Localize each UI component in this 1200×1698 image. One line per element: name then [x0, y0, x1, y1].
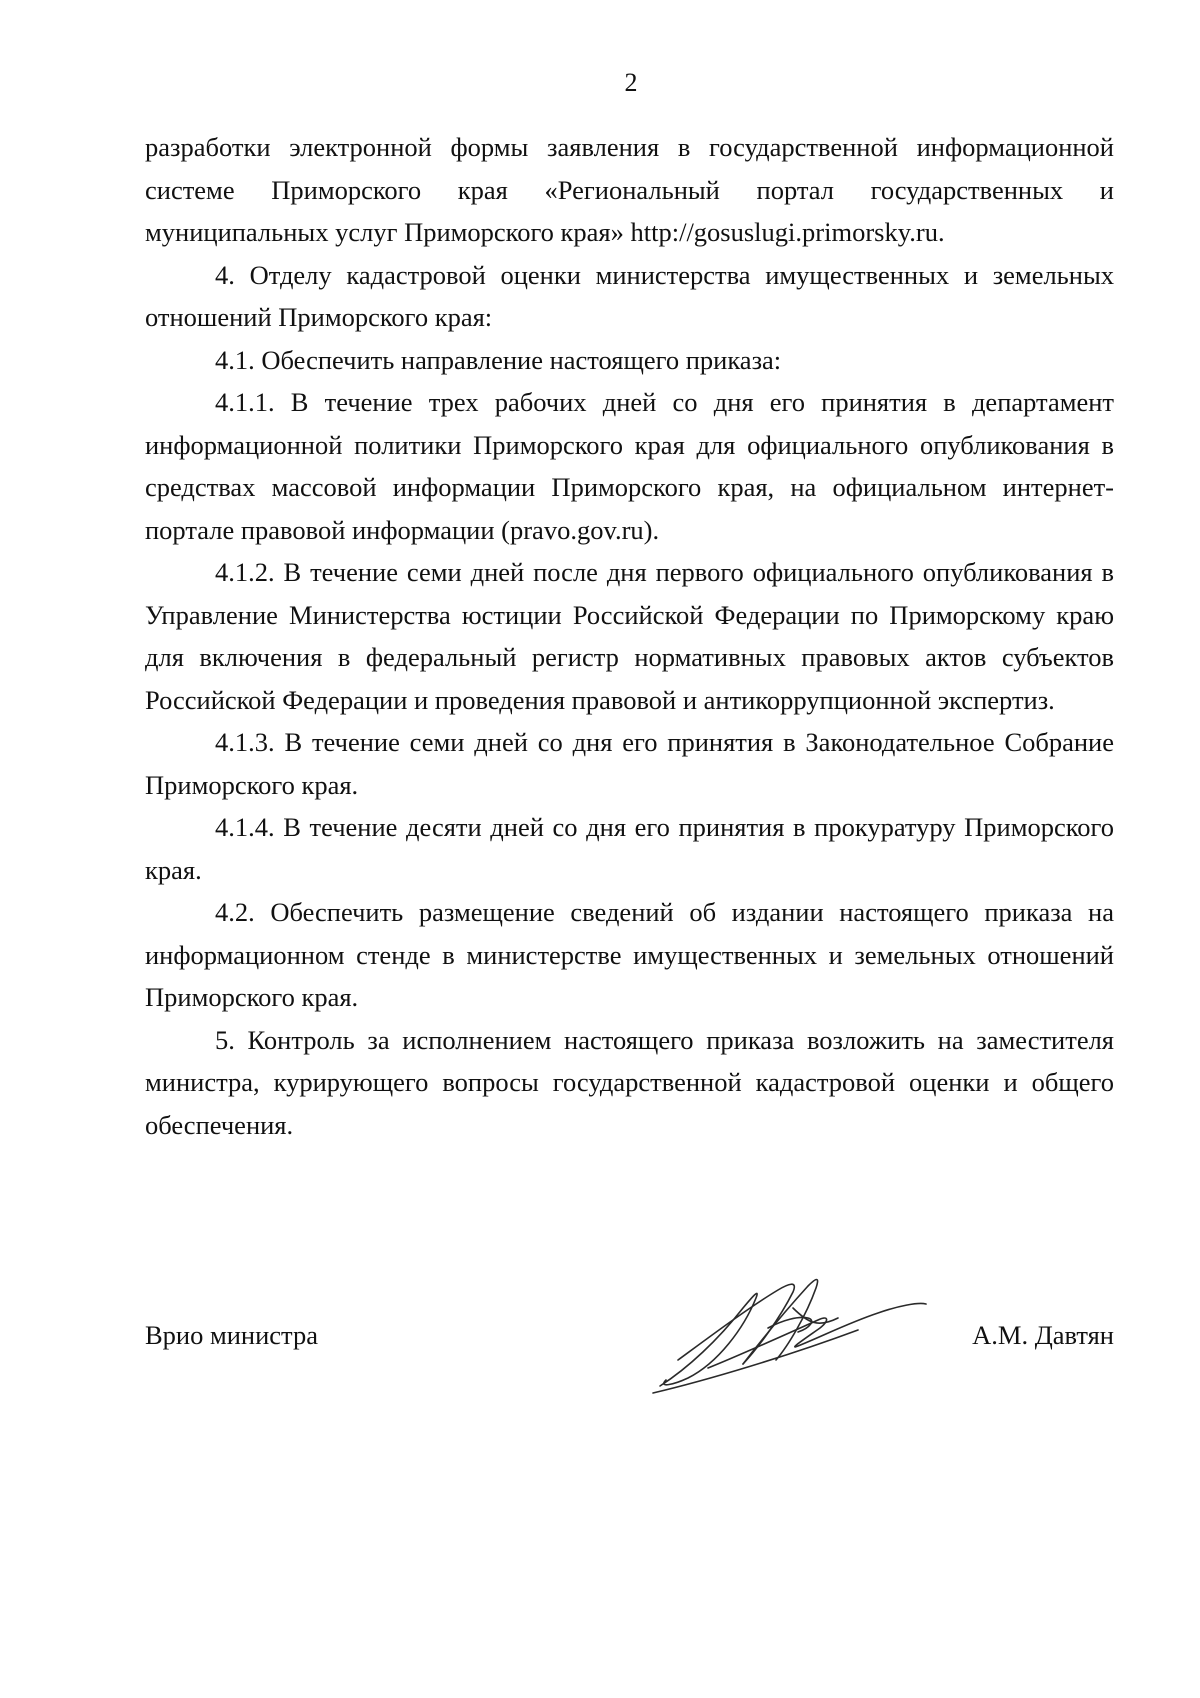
paragraph-item-4-1: 4.1. Обеспечить направление настоящего приказа: [215, 344, 782, 375]
page-number: 2 [624, 68, 638, 97]
signatory-role: Врио министра [145, 1320, 318, 1350]
paragraph-item-4-1-4: 4.1.4. В течение десяти дней со дня его принятия в прокуратуру Приморского края. [145, 812, 1114, 885]
paragraph-item-4-2: 4.2. Обеспечить размещение сведений об издании настоящего приказа на информационном стенде в министерстве имущественных и земельных отношений Приморского края. [145, 897, 1114, 1012]
paragraph-continuation: разработки электронной формы заявления в государственной информационной системе Приморского края «Региональный портал государственных и муниципальных услуг Приморского края» http://gosuslugi.primorsky.ru. [145, 132, 1114, 247]
handwritten-signature-icon [648, 1268, 938, 1398]
signature-block [145, 1315, 1114, 1355]
paragraph-item-4-1-1: 4.1.1. В течение трех рабочих дней со дня его принятия в департамент информационной политики Приморского края для официального опубликования в средствах массовой информации Приморского края, на официальном интернет-портале правовой информации (pravo.gov.ru). [145, 387, 1114, 545]
signatory-name: А.М. Давтян [972, 1320, 1114, 1350]
paragraph-item-4-1-3: 4.1.3. В течение семи дней со дня его принятия в Законодательное Собрание Приморского края. [145, 727, 1114, 800]
document-body [145, 126, 1114, 1146]
paragraph-item-4-1-2: 4.1.2. В течение семи дней после дня первого официального опубликования в Управление Министерства юстиции Российской Федерации по Приморскому краю для включения в федеральный регистр нормативных правовых актов субъектов Российской Федерации и проведения правовой и антикоррупционной экспертиз. [145, 557, 1114, 715]
paragraph-item-4: 4. Отделу кадастровой оценки министерства имущественных и земельных отношений Приморского края: [145, 259, 1114, 332]
paragraph-item-5: 5. Контроль за исполнением настоящего приказа возложить на заместителя министра, курирующего вопросы государственной кадастровой оценки и общего обеспечения. [145, 1024, 1114, 1140]
